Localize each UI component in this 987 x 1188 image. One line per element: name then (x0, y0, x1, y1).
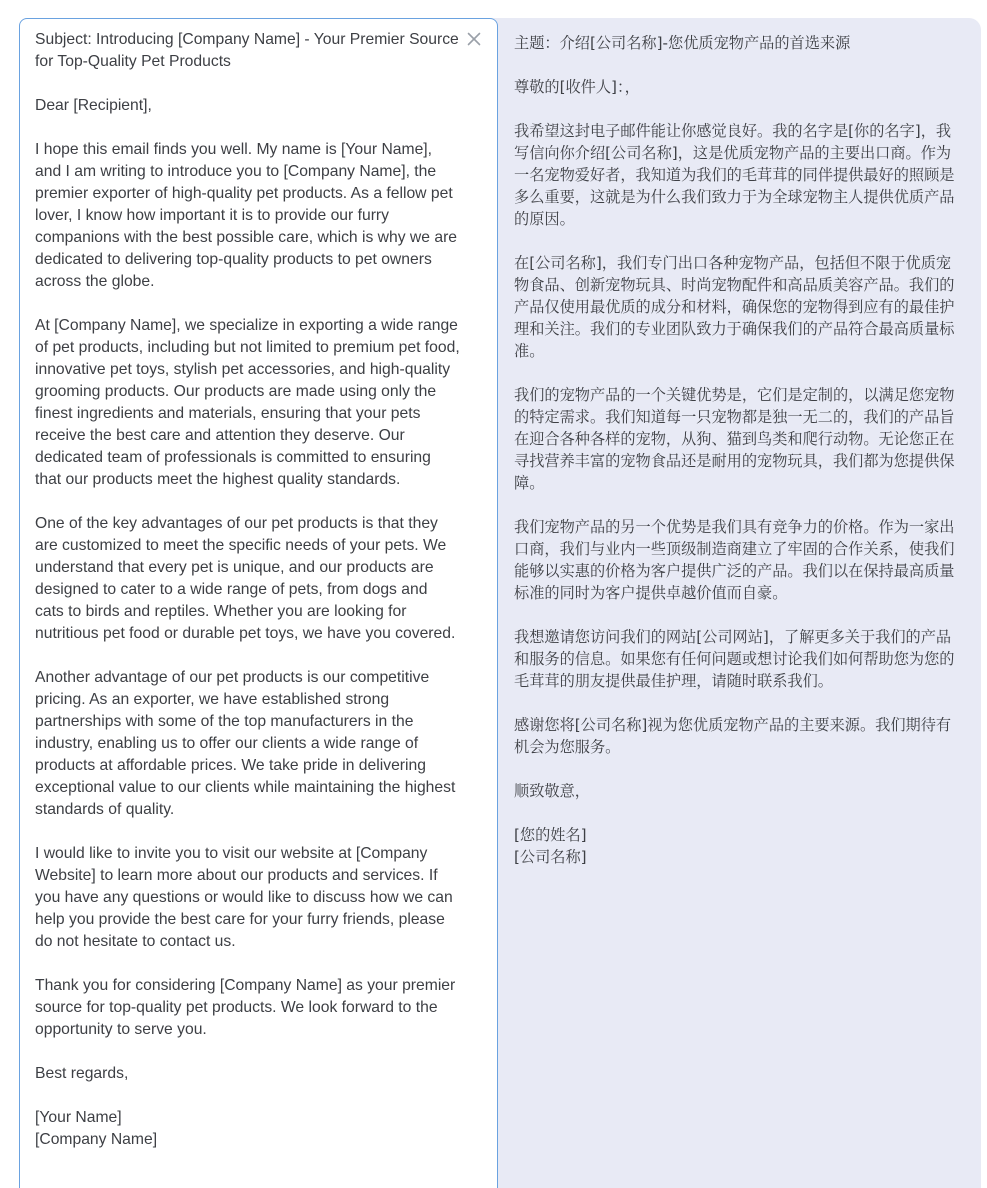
clear-button[interactable] (463, 28, 485, 50)
source-text-panel[interactable] (19, 18, 498, 1188)
close-icon (467, 32, 481, 46)
source-text-input[interactable]: Subject: Introducing [Company Name] - Your Premier Source for Top-Quality Pet Products Dear [Recipient], I hope this email finds you well. My name is [Your Name], and I am writing to introduce you to [Company Name], the premier exporter of high-quality pet products. As a fellow pet lover, I know how important it is to provide our furry companions with the best possible care, which is why we are dedicated to delivering top-quality products to pet owners across the globe. At [Company Name], we specialize in exporting a wide range of pet products, including but not limited to premium pet food, innovative pet toys, stylish pet accessories, and high-quality grooming products. Our products are made using only the finest ingredients and materials, ensuring that your pets receive the best care and attention they deserve. Our dedicated team of professionals is committed to ensuring that our products meet the highest quality standards. One of the key advantages of our pet products is that they are customized to meet the specific needs of your pets. We understand that every pet is unique, and our products are designed to cater to a wide range of pets, from dogs and cats to birds and reptiles. Whether you are looking for nutritious pet food or durable pet toys, we have you covered. Another advantage of our pet products is our competitive pricing. As an exporter, we have established strong partnerships with some of the top manufacturers in the industry, enabling us to offer our clients a wide range of products at affordable prices. We take pride in delivering exceptional value to our clients while maintaining the highest standards of quality. I would like to invite you to visit our website at [Company Website] to learn more about our products and services. If you have any questions or would like to discuss how we can help you provide the best care for your furry friends, please do not hesitate to contact us. Thank you for considering [Company Name] as your premier source for top-quality pet products. We look forward to the opportunity to serve you. Best regards, [Your Name] [Company Name] (35, 31, 460, 1148)
translated-text-output: 主题：介绍[公司名称]-您优质宠物产品的首选来源 尊敬的[收件人]：， 我希望这封电子邮件能让你感觉良好。我的名字是[你的名字]，我写信向你介绍[公司名称]，这是优质宠物产品的主要出口商。作为一名宠物爱好者，我知道为我们的毛茸茸的同伴提供最好的照顾是多么重要，这就是为什么我们致力于为全球宠物主人提供优质产品的原因。 在[公司名称]，我们专门出口各种宠物产品，包括但不限于优质宠物食品、创新宠物玩具、时尚宠物配件和高品质美容产品。我们的产品仅使用最优质的成分和材料，确保您的宠物得到应有的最佳护理和关注。我们的专业团队致力于确保我们的产品符合最高质量标准。 我们的宠物产品的一个关键优势是，它们是定制的，以满足您宠物的特定需求。我们知道每一只宠物都是独一无二的，我们的产品旨在迎合各种各样的宠物，从狗、猫到鸟类和爬行动物。无论您正在寻找营养丰富的宠物食品还是耐用的宠物玩具，我们都为您提供保障。 我们宠物产品的另一个优势是我们具有竞争力的价格。作为一家出口商，我们与业内一些顶级制造商建立了牢固的合作关系，使我们能够以实惠的价格为客户提供广泛的产品。我们以在保持最高质量标准的同时为客户提供卓越价值而自豪。 我想邀请您访问我们的网站[公司网站]，了解更多关于我们的产品和服务的信息。如果您有任何问题或想讨论我们如何帮助您为您的毛茸茸的朋友提供最佳护理，请随时联系我们。 感谢您将[公司名称]视为您优质宠物产品的主要来源。我们期待有机会为您服务。 顺致敬意， [您的姓名] [公司名称] (514, 34, 955, 866)
